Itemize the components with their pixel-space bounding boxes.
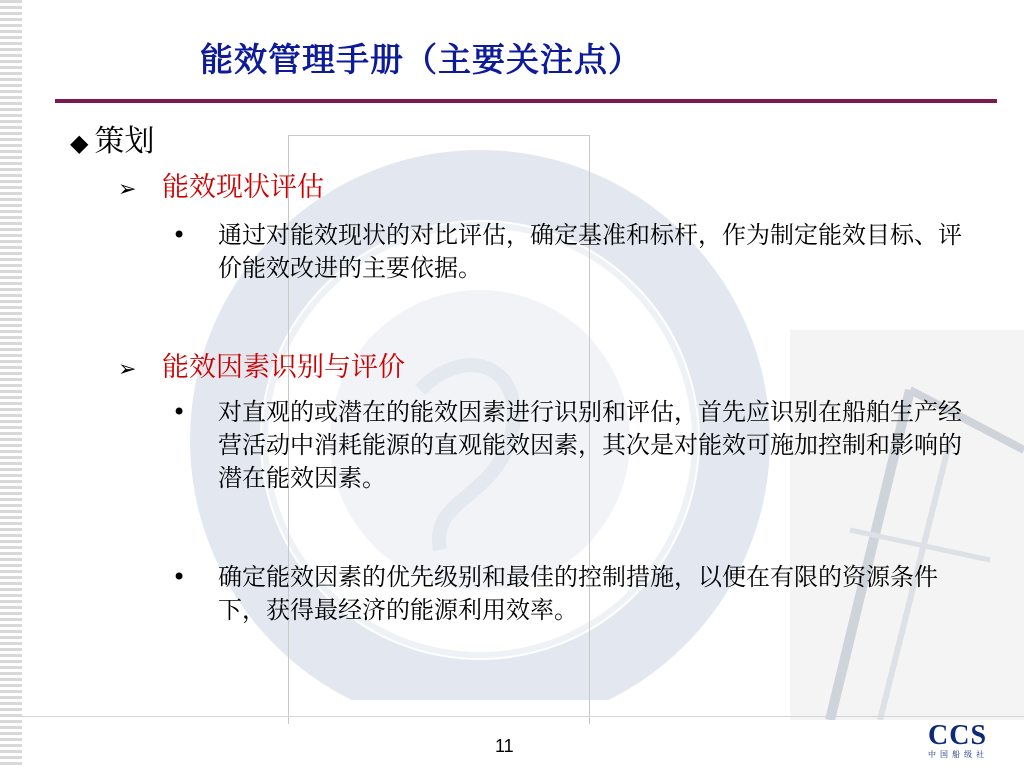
diamond-bullet-icon: ◆ bbox=[70, 129, 89, 157]
slide-title: 能效管理手册（主要关注点） bbox=[200, 40, 642, 79]
list-item bbox=[172, 561, 972, 627]
subsection-heading-1-text: 能效现状评估 bbox=[162, 172, 324, 203]
section-heading-text: 策划 bbox=[94, 124, 155, 159]
section-heading bbox=[70, 116, 154, 160]
list-item-text: 对直观的或潜在的能效因素进行识别和评估，首先应识别在船舶生产经营活动中消耗能源的直观能效因素，其次是对能效可施加控制和影响的潜在能效因素。 bbox=[218, 398, 962, 492]
arrow-bullet-icon: ➢ bbox=[118, 357, 137, 382]
subsection-heading-2 bbox=[118, 345, 405, 384]
arrow-bullet-icon: ➢ bbox=[118, 177, 137, 202]
subsection-heading-1 bbox=[118, 165, 324, 204]
subsection-heading-2-text: 能效因素识别与评价 bbox=[162, 352, 405, 383]
dot-bullet-icon: • bbox=[172, 563, 187, 591]
ccs-logo bbox=[928, 722, 1008, 764]
list-item bbox=[172, 396, 972, 495]
list-item bbox=[172, 219, 972, 285]
list-item-text: 通过对能效现状的对比评估，确定基准和标杆，作为制定能效目标、评价能效改进的主要依据。 bbox=[218, 221, 962, 282]
dot-bullet-icon: • bbox=[172, 221, 187, 249]
page-number: 11 bbox=[495, 736, 514, 756]
list-item-text: 确定能效因素的优先级别和最佳的控制措施，以便在有限的资源条件下，获得最经济的能源利用效率。 bbox=[218, 563, 938, 624]
dot-bullet-icon: • bbox=[172, 398, 187, 426]
logo-subtext: 中国船级社 bbox=[928, 750, 988, 759]
footer-divider bbox=[22, 716, 1024, 717]
logo-text: CCS bbox=[928, 720, 988, 751]
